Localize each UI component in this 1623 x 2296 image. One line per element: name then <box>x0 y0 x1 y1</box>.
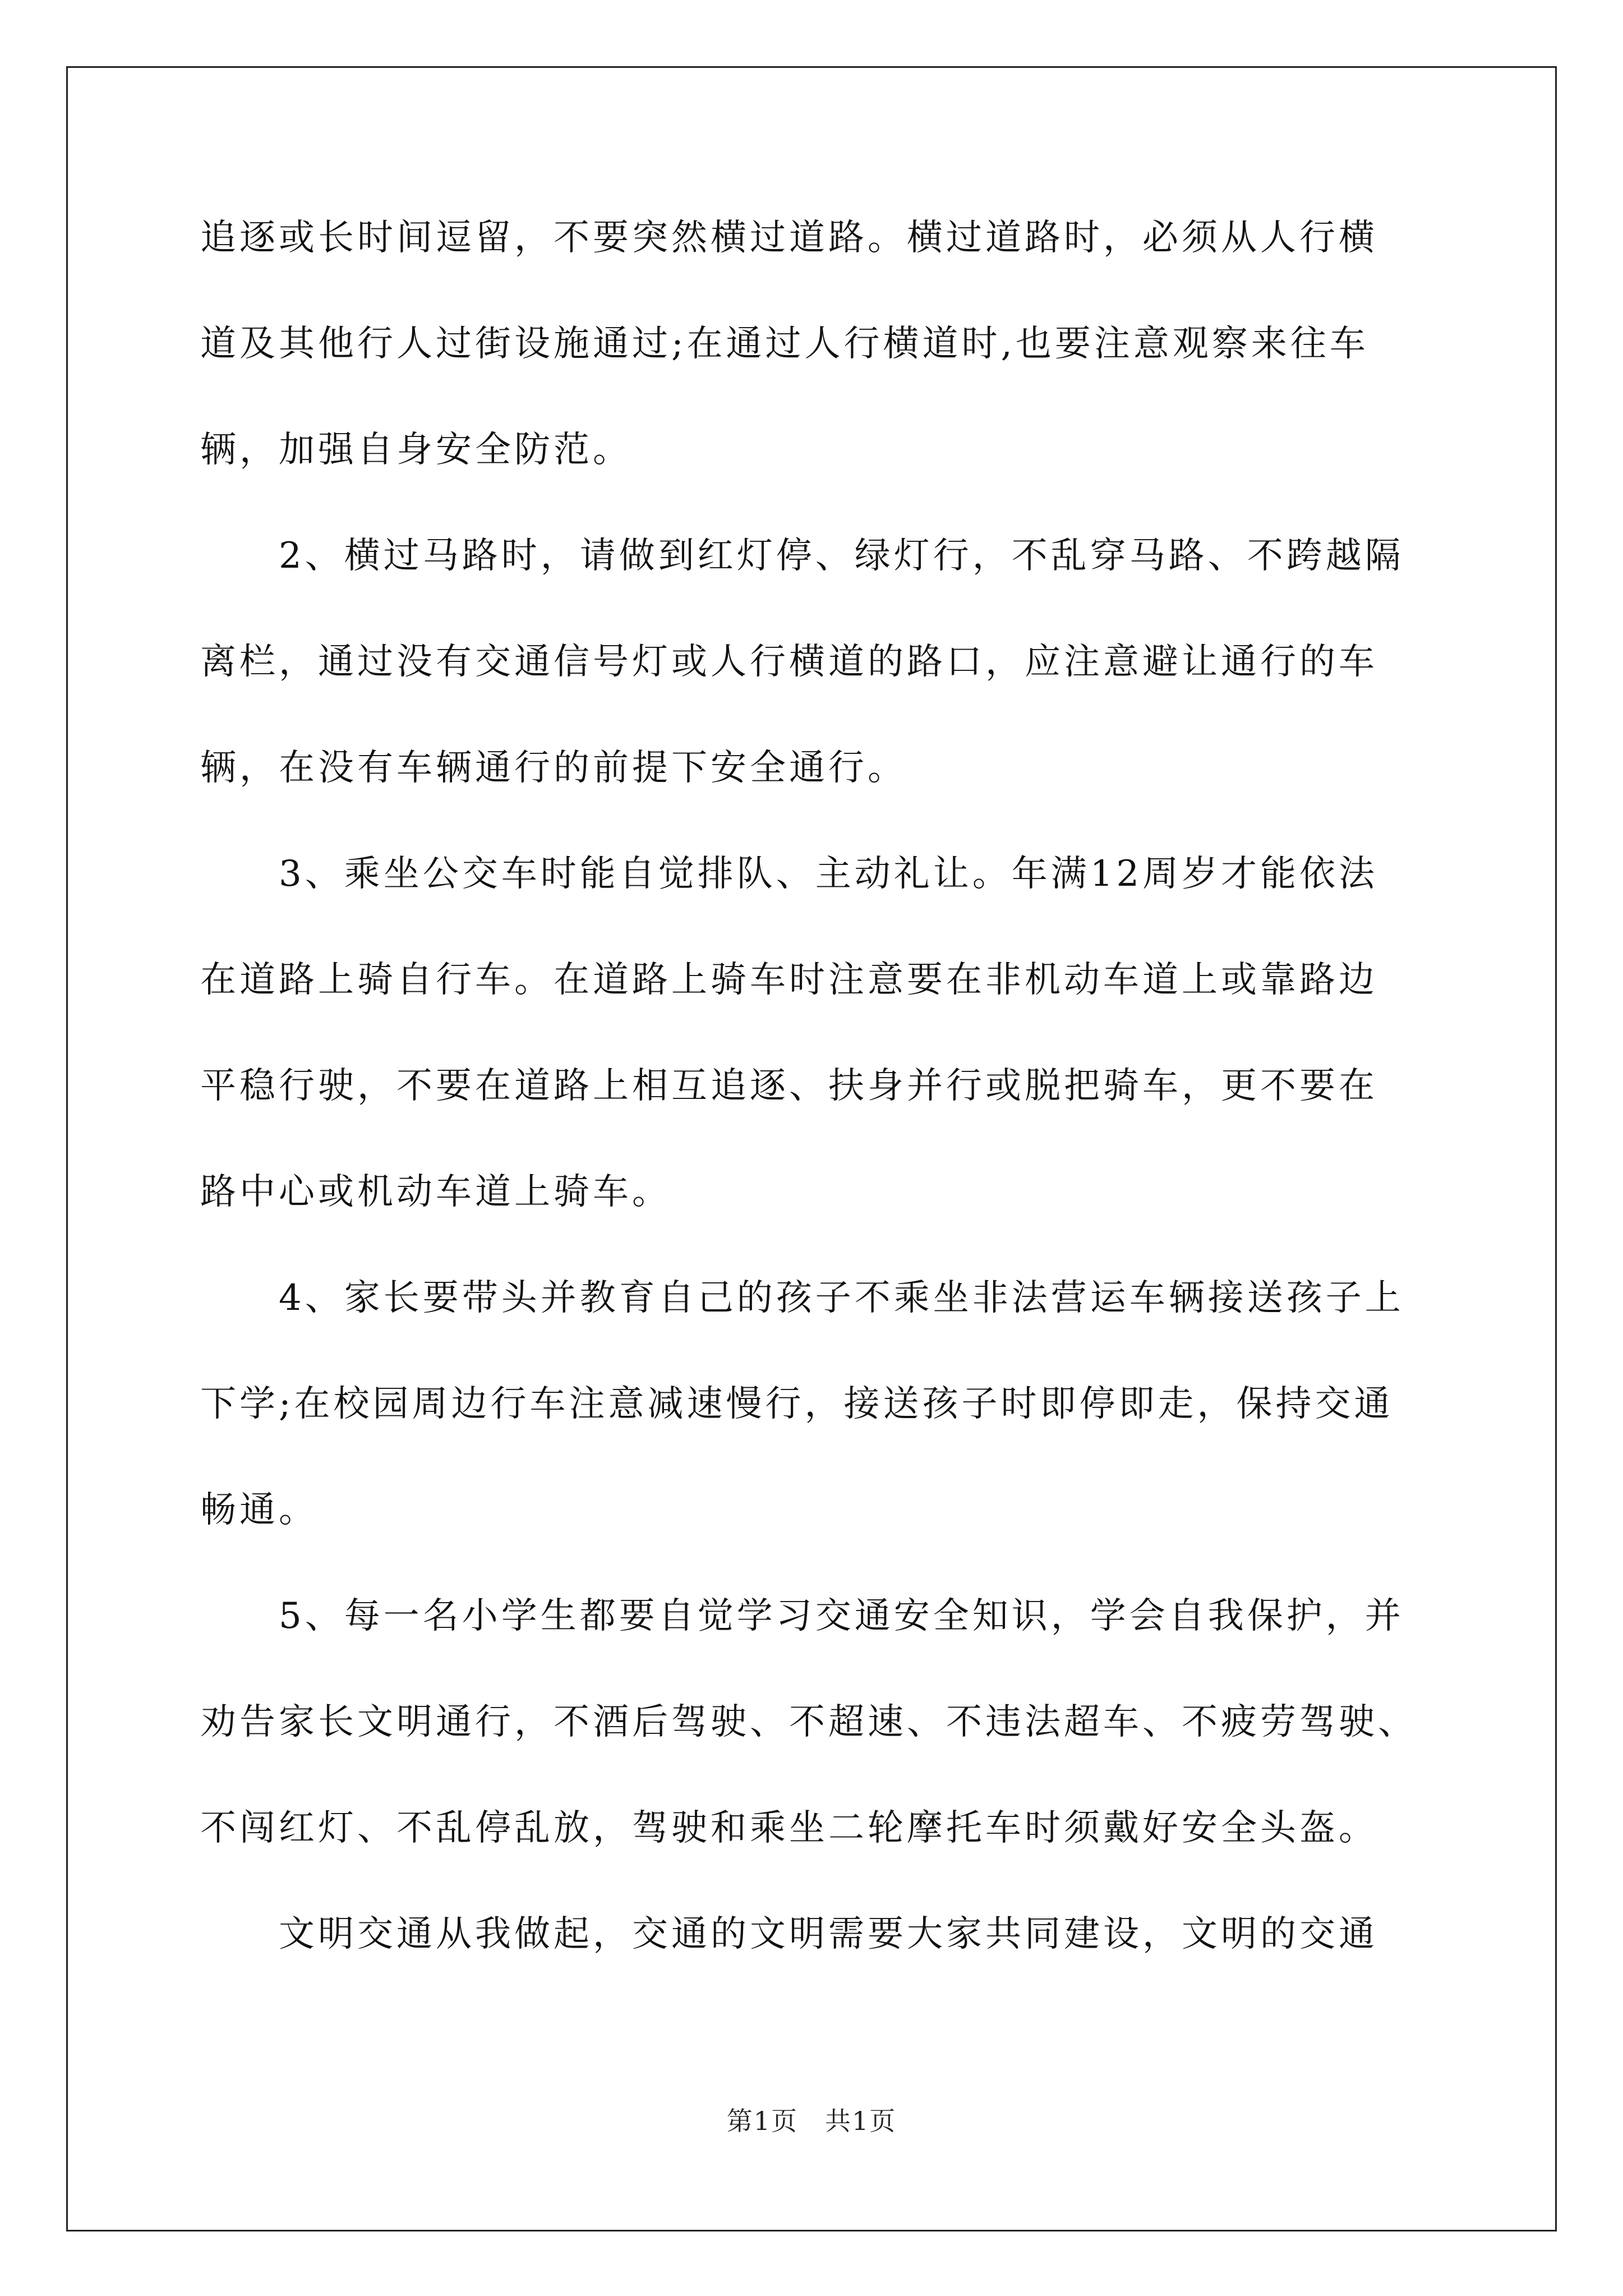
text-line: 不闯红灯、不乱停乱放，驾驶和乘坐二轮摩托车时须戴好安全头盔。 <box>200 1807 1378 1849</box>
text-line: 辆，加强自身安全防范。 <box>200 429 632 471</box>
text-line: 离栏，通过没有交通信号灯或人行横道的路口，应注意避让通行的车 <box>200 641 1378 683</box>
text-line: 路中心或机动车道上骑车。 <box>200 1171 671 1213</box>
text-line: 追逐或长时间逗留，不要突然横过道路。横过道路时，必须从人行横 <box>200 217 1378 259</box>
paragraph-6-line: 文明交通从我做起，交通的文明需要大家共同建设，文明的交通 <box>279 1913 1378 1955</box>
text-line: 平稳行驶，不要在道路上相互追逐、扶身并行或脱把骑车，更不要在 <box>200 1065 1378 1107</box>
text-line: 下学;在校园周边行车注意减速慢行，接送孩子时即停即走，保持交通 <box>200 1383 1394 1425</box>
paragraph-3-line: 3、乘坐公交车时能自觉排队、主动礼让。年满12周岁才能依法 <box>279 853 1378 895</box>
text-line: 畅通。 <box>200 1489 318 1531</box>
page-footer: 第1页 共1页 <box>726 2106 897 2136</box>
paragraph-2-line: 2、横过马路时，请做到红灯停、绿灯行，不乱穿马路、不跨越隔 <box>279 535 1404 577</box>
paragraph-4-line: 4、家长要带头并教育自己的孩子不乘坐非法营运车辆接送孩子上 <box>279 1277 1404 1319</box>
text-line: 道及其他行人过街设施通过;在通过人行横道时,也要注意观察来往车 <box>200 323 1369 365</box>
document-body <box>200 214 1423 2016</box>
text-line: 在道路上骑自行车。在道路上骑车时注意要在非机动车道上或靠路边 <box>200 959 1378 1001</box>
text-line: 劝告家长文明通行，不酒后驾驶、不超速、不违法超车、不疲劳驾驶、 <box>200 1701 1417 1743</box>
text-line: 辆，在没有车辆通行的前提下安全通行。 <box>200 747 907 789</box>
paragraph-5-line: 5、每一名小学生都要自觉学习交通安全知识，学会自我保护，并 <box>279 1595 1404 1637</box>
